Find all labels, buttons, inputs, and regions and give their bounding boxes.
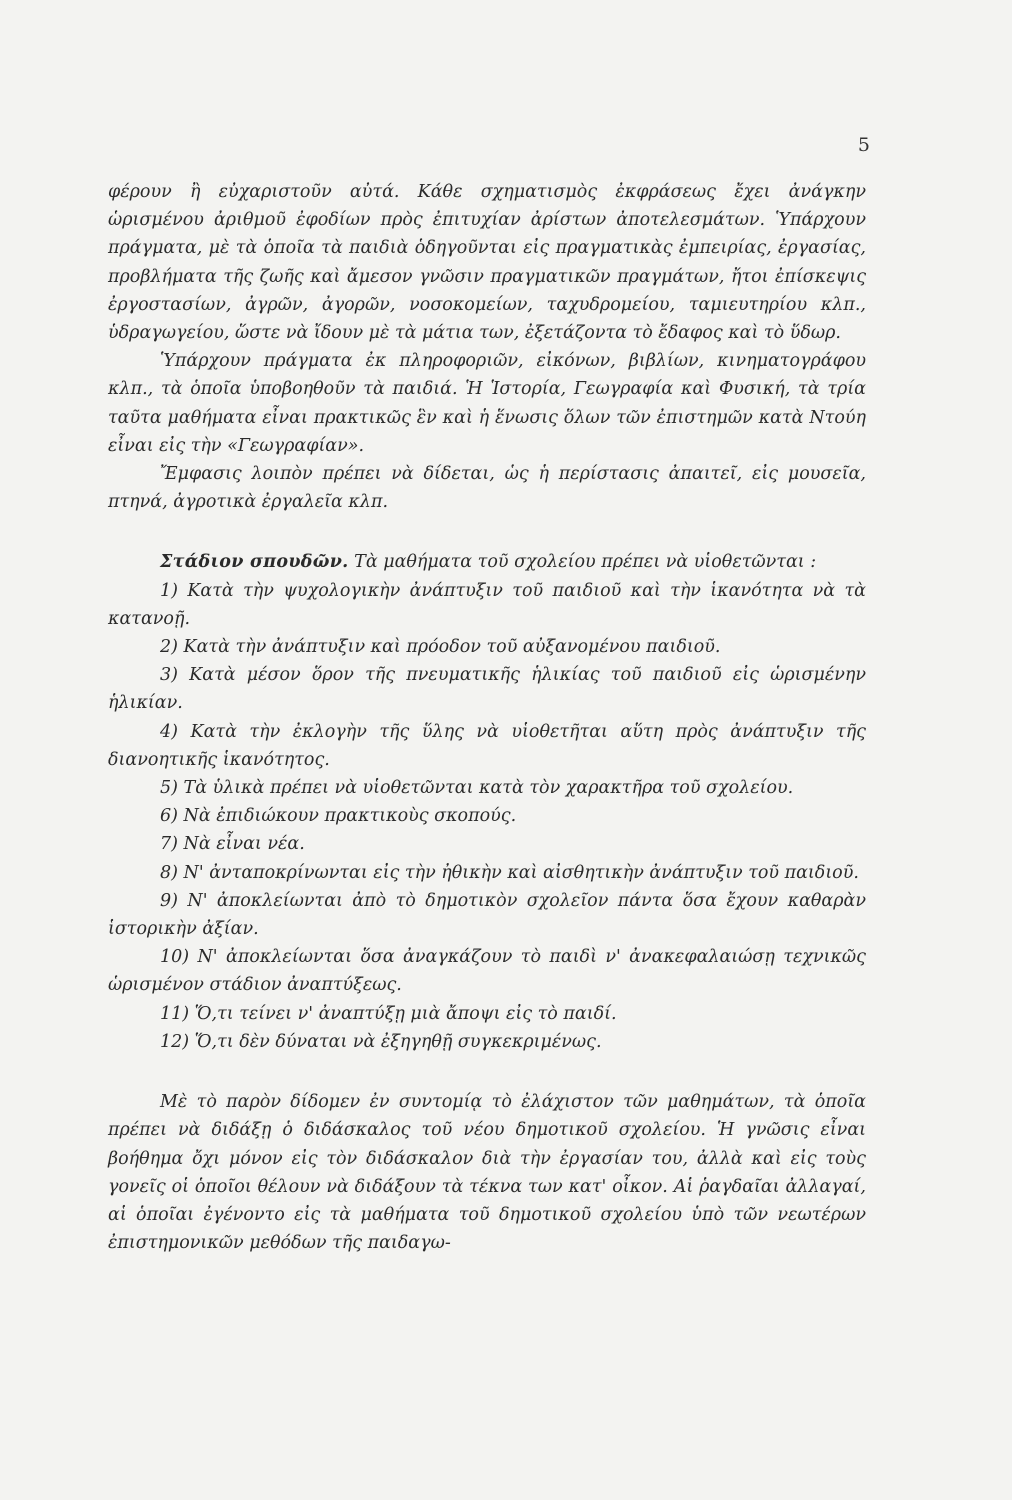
list-item: 5) Τὰ ὑλικὰ πρέπει νὰ υἱοθετῶνται κατὰ τὸν χαρακτῆρα τοῦ σχολείου. <box>160 778 794 799</box>
paragraph: Μὲ τὸ παρὸν δίδομεν ἐν συντομίᾳ τὸ ἐλάχιστον τῶν μαθημάτων, τὰ ὁποῖα πρέπει νὰ διδάξῃ ὁ διδάσκαλος τοῦ νέου δημοτικοῦ σχολείου. Ἡ γνῶσις εἶναι βοήθημα ὄχι μόνον εἰς τὸν διδάσκαλον διὰ τὴν ἐργασίαν του, ἀλλὰ καὶ εἰς τοὺς γονεῖς οἱ ὁποῖοι θέλουν νὰ διδάξουν τὰ τέκνα των κατ' οἶκον. Αἱ ῥαγδαῖαι ἀλλαγαί, αἱ ὁποῖαι ἐγένοντο εἰς τὰ μαθήματα τοῦ δημοτικοῦ σχολείου ὑπὸ τῶν νεωτέρων ἐπιστημονικῶν μεθόδων τῆς παιδαγω- <box>108 1092 866 1254</box>
section-intro-line <box>108 548 866 576</box>
list-item: 12) Ὅ,τι δὲν δύναται νὰ ἐξηγηθῇ συγκεκριμένως. <box>160 1031 602 1052</box>
section-heading: Στάδιον σπουδῶν. <box>160 552 349 573</box>
paragraph: φέρουν ἢ εὐχαριστοῦν αὐτά. Κάθε σχηματισμὸς ἐκφράσεως ἔχει ἀνάγκην ὡρισμένου ἀριθμοῦ ἐφοδίων πρὸς ἐπιτυχίαν ἀρίστων ἀποτελεσμάτων. Ὑπάρχουν πράγματα, μὲ τὰ ὁποῖα τὰ παιδιὰ ὁδηγοῦνται εἰς πραγματικὰς ἐμπειρίας, ἐργασίας, προβλήματα τῆς ζωῆς καὶ ἄμεσον γνῶσιν πραγματικῶν πραγμάτων, ἤτοι ἐπίσκεψις ἐργοστασίων, ἀγρῶν, ἀγορῶν, νοσοκομείων, ταχυδρομείου, ταμιευτηρίου κλπ., ὑδραγωγείου, ὥστε νὰ ἴδουν μὲ τὰ μάτια των, ἐξετάζοντα τὸ ἔδαφος καὶ τὸ ὕδωρ. <box>108 182 866 344</box>
paragraph: Ἔμφασις λοιπὸν πρέπει νὰ δίδεται, ὡς ἡ περίστασις ἀπαιτεῖ, εἰς μουσεῖα, πτηνά, ἀγροτικὰ ἐργαλεῖα κλπ. <box>108 464 866 513</box>
list-item: 2) Κατὰ τὴν ἀνάπτυξιν καὶ πρόοδον τοῦ αὐξανομένου παιδιοῦ. <box>160 637 721 658</box>
list-item: 11) Ὅ,τι τείνει ν' ἀναπτύξῃ μιὰ ἄποψι εἰς τὸ παιδί. <box>160 1003 617 1024</box>
list-item: 1) Κατὰ τὴν ψυχολογικὴν ἀνάπτυξιν τοῦ παιδιοῦ καὶ τὴν ἱκανότητα νὰ τὰ κατανοῇ. <box>108 580 866 629</box>
list-item: 3) Κατὰ μέσον ὅρον τῆς πνευματικῆς ἡλικίας τοῦ παιδιοῦ εἰς ὡρισμένην ἡλικίαν. <box>108 665 866 714</box>
page-number: 5 <box>857 134 870 156</box>
section-intro: Τὰ μαθήματα τοῦ σχολείου πρέπει νὰ υἱοθετῶνται : <box>354 552 817 573</box>
list-item: 7) Νὰ εἶναι νέα. <box>160 834 305 855</box>
paragraph: Ὑπάρχουν πράγματα ἐκ πληροφοριῶν, εἰκόνων, βιβλίων, κινηματογράφου κλπ., τὰ ὁποῖα ὑποβοηθοῦν τὰ παιδιά. Ἡ Ἱστορία, Γεωγραφία καὶ Φυσική, τὰ τρία ταῦτα μαθήματα εἶναι πρακτικῶς ἓν καὶ ἡ ἕνωσις ὅλων τῶν ἐπιστημῶν κατὰ Ντούη εἶναι εἰς τὴν «Γεωγραφίαν». <box>108 351 866 456</box>
page-body <box>108 178 866 1257</box>
list-item: 9) Ν' ἀποκλείωνται ἀπὸ τὸ δημοτικὸν σχολεῖον πάντα ὅσα ἔχουν καθαρὰν ἱστορικὴν ἀξίαν. <box>108 890 866 940</box>
list-item: 8) Ν' ἀνταποκρίνωνται εἰς τὴν ἠθικὴν καὶ αἰσθητικὴν ἀνάπτυξιν τοῦ παιδιοῦ. <box>160 862 859 883</box>
list-item: 6) Νὰ ἐπιδιώκουν πρακτικοὺς σκοπούς. <box>160 806 517 827</box>
list-item: 4) Κατὰ τὴν ἐκλογὴν τῆς ὕλης νὰ υἱοθετῆται αὕτη πρὸς ἀνάπτυξιν τῆς διανοητικῆς ἱκανότητος. <box>108 721 866 770</box>
list-item: 10) Ν' ἀποκλείωνται ὅσα ἀναγκάζουν τὸ παιδὶ ν' ἀνακεφαλαιώσῃ τεχνικῶς ὡρισμένον στάδιον ἀναπτύξεως. <box>108 947 866 996</box>
